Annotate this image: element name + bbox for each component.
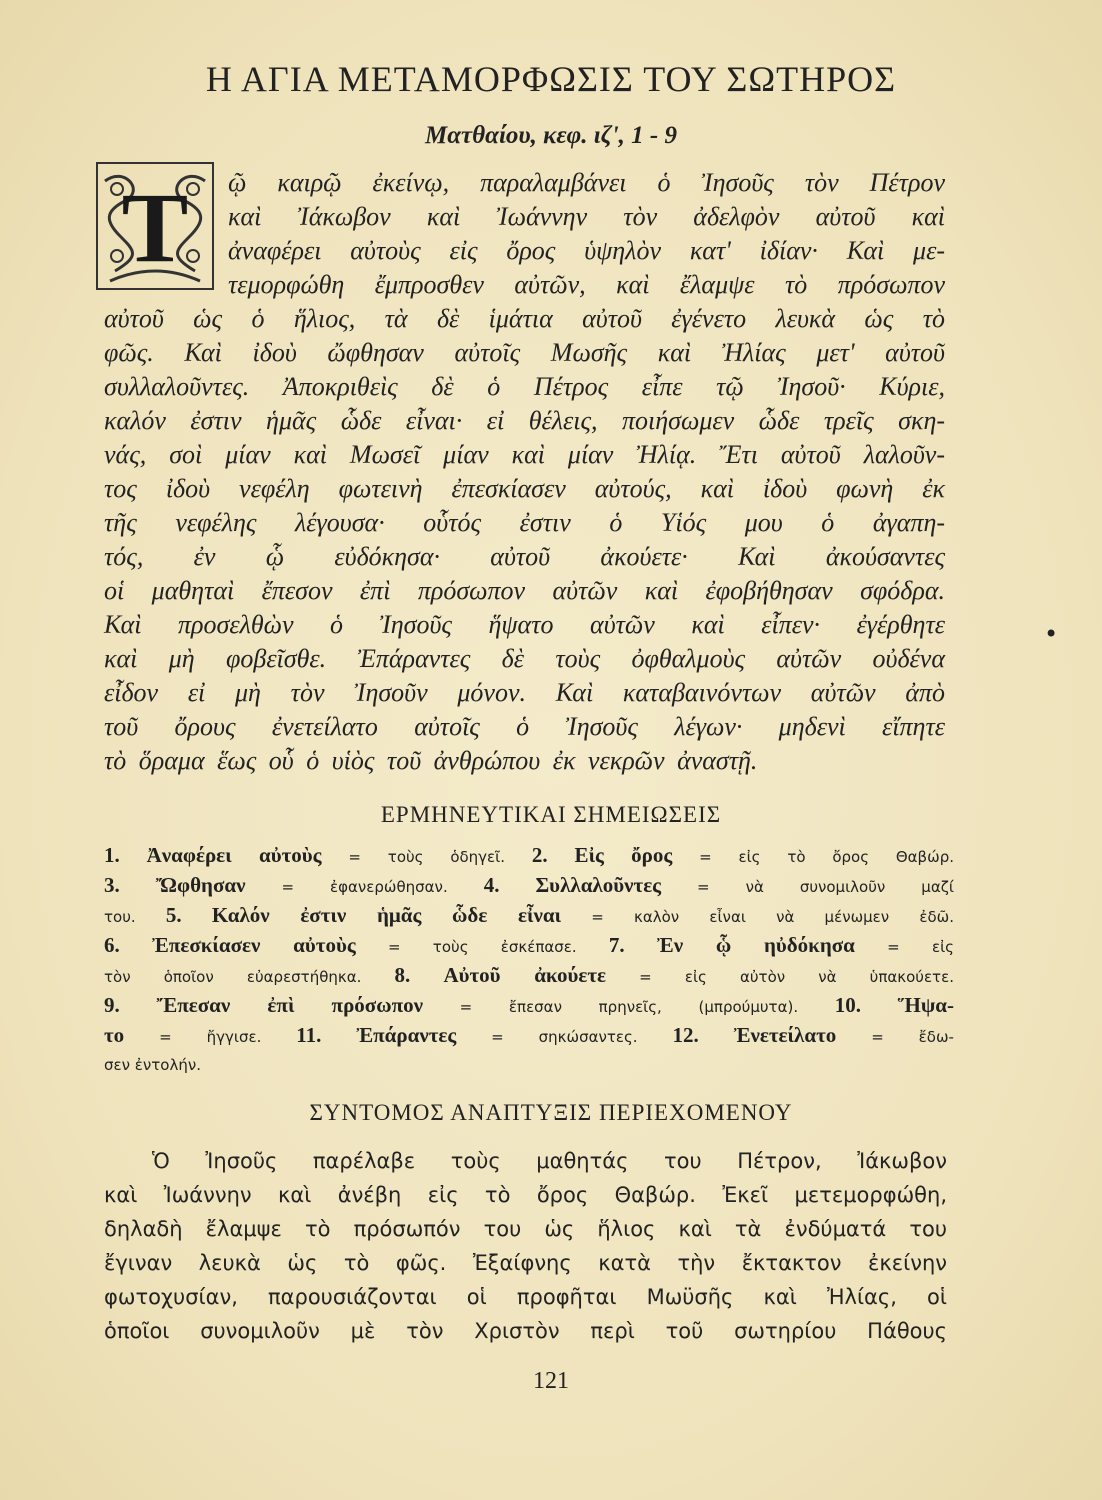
gospel-line: ῷ καιρῷ ἐκείνῳ, παραλαμβάνει ὁ Ἰησοῦς τὸν Πέτρον: [228, 168, 945, 197]
gospel-line: καλόν ἐστιν ἡμᾶς ὧδε εἶναι· εἰ θέλεις, ποιήσωμεν ὧδε τρεῖς σκη-: [104, 406, 945, 435]
note-gloss: = εἰς: [887, 938, 954, 956]
note-number: 7.: [608, 933, 625, 957]
gospel-line: τὸ ὅραμα ἕως οὗ ὁ υἱὸς τοῦ ἀνθρώπου ἐκ νεκρῶν ἀναστῇ.: [104, 746, 758, 775]
note-number: 6.: [104, 933, 120, 957]
note-gloss: = εἰς αὐτὸν νὰ ὑπακούετε.: [639, 968, 954, 986]
note-gloss: = καλὸν εἶναι νὰ μένωμεν ἐδῶ.: [591, 908, 954, 926]
note-number: 1.: [104, 843, 120, 867]
gospel-line: τός, ἐν ᾧ εὐδόκησα· αὐτοῦ ἀκούετε· Καὶ ἀκούσαντες: [104, 542, 945, 571]
note-number: 11.: [296, 1023, 322, 1047]
summary-line: καὶ Ἰωάννην καὶ ἀνέβη εἰς τὸ ὄρος Θαβώρ. Ἐκεῖ μετεμορφώθη,: [104, 1183, 947, 1207]
note-number: 4.: [483, 873, 500, 897]
note-line: [104, 1020, 954, 1050]
gospel-line: καὶ Ἰάκωβον καὶ Ἰωάννην τὸν ἀδελφὸν αὐτοῦ καὶ: [228, 202, 945, 231]
note-number: 9.: [104, 993, 120, 1017]
note-term: Ἀναφέρει αὐτοὺς: [146, 843, 322, 867]
gospel-line: αὐτοῦ ὡς ὁ ἥλιος, τὰ δὲ ἱμάτια αὐτοῦ ἐγένετο λευκὰ ὡς τὸ: [104, 304, 945, 333]
note-term: το: [104, 1023, 125, 1047]
summary-heading: ΣΥΝΤΟΜΟΣ ΑΝΑΠΤΥΞΙΣ ΠΕΡΙΕΧΟΜΕΝΟΥ: [309, 1100, 793, 1125]
note-term: Αὐτοῦ ἀκούετε: [443, 963, 606, 987]
summary-line: δηλαδὴ ἔλαμψε τὸ πρόσωπόν του ὡς ἥλιος καὶ τὰ ἐνδύματά του: [104, 1217, 947, 1241]
note-gloss: τὸν ὁποῖον εὐαρεστήθηκα.: [104, 968, 362, 986]
note-gloss: σεν ἐντολήν.: [104, 1056, 201, 1074]
note-term: Εἰς ὄρος: [574, 843, 673, 867]
note-line: [104, 900, 954, 930]
note-line: [104, 840, 954, 870]
note-term: Ἥψα-: [897, 993, 955, 1017]
notes-heading: ΕΡΜΗΝΕΥΤΙΚΑΙ ΣΗΜΕΙΩΣΕΙΣ: [380, 802, 722, 827]
note-gloss: του.: [104, 908, 136, 926]
note-gloss: = ἐφανερώθησαν.: [281, 878, 448, 896]
note-gloss: = ἤγγισε.: [159, 1028, 262, 1046]
gospel-line: τῆς νεφέλης λέγουσα· οὗτός ἐστιν ὁ Υἱός μου ὁ ἀγαπη-: [104, 508, 945, 537]
gospel-line: τος ἰδοὺ νεφέλη φωτεινὴ ἐπεσκίασεν αὐτούς, καὶ ἰδοὺ φωνὴ ἐκ: [104, 474, 945, 503]
page-title: Η ΑΓΙΑ ΜΕΤΑΜΟΡΦΩΣΙΣ ΤΟΥ ΣΩΤΗΡΟΣ: [205, 59, 897, 99]
gospel-line: εἶδον εἰ μὴ τὸν Ἰησοῦν μόνον. Καὶ καταβαινόντων αὐτῶν ἀπὸ: [104, 678, 945, 707]
note-number: 3.: [104, 873, 120, 897]
margin-mark: •: [1044, 620, 1059, 648]
gospel-line: συλλαλοῦντες. Ἀποκριθεὶς δὲ ὁ Πέτρος εἶπε τῷ Ἰησοῦ· Κύριε,: [104, 372, 945, 401]
note-term: Ἐν ᾧ ηὐδόκησα: [656, 933, 855, 957]
note-gloss: = νὰ συνομιλοῦν μαζί: [697, 878, 954, 896]
scripture-reference: Ματθαίου, κεφ. ιζ', 1 - 9: [424, 122, 677, 149]
gospel-line: Καὶ προσελθὼν ὁ Ἰησοῦς ἥψατο αὐτῶν καὶ εἶπεν· ἐγέρθητε: [104, 610, 945, 639]
note-term: Ἐνετείλατο: [733, 1023, 837, 1047]
ornament-initial-icon: [95, 161, 215, 291]
decorated-initial-letter: [94, 160, 216, 292]
note-term: Ὤφθησαν: [155, 873, 246, 897]
note-gloss: = ἔπεσαν πρηνεῖς, (μπρούμυτα).: [459, 998, 799, 1016]
note-term: Ἐπάραντες: [356, 1023, 457, 1047]
note-term: Ἔπεσαν ἐπὶ πρόσωπον: [156, 993, 423, 1017]
note-line: [104, 930, 954, 960]
gospel-line: οἱ μαθηταὶ ἔπεσον ἐπὶ πρόσωπον αὐτῶν καὶ ἐφοβήθησαν σφόδρα.: [104, 576, 945, 605]
note-line: [104, 1050, 954, 1080]
note-number: 10.: [834, 993, 862, 1017]
summary-line: Ὁ Ἰησοῦς παρέλαβε τοὺς μαθητάς του Πέτρον, Ἰάκωβον: [152, 1149, 947, 1173]
note-number: 8.: [394, 963, 411, 987]
summary-line: ἔγιναν λευκὰ ὡς τὸ φῶς. Ἐξαίφνης κατὰ τὴν ἔκτακτον ἐκείνην: [104, 1251, 947, 1275]
note-gloss: = τοὺς ὁδηγεῖ.: [348, 848, 506, 866]
gospel-line: νάς, σοὶ μίαν καὶ Μωσεῖ μίαν καὶ μίαν Ἠλίᾳ. Ἔτι αὐτοῦ λαλοῦν-: [104, 440, 945, 469]
note-gloss: = εἰς τὸ ὄρος Θαβώρ.: [699, 848, 954, 866]
page-number: 121: [533, 1368, 569, 1394]
drop-cap: Τ: [121, 172, 189, 283]
gospel-line: ἀναφέρει αὐτοὺς εἰς ὄρος ὑψηλὸν κατ' ἰδίαν· Καὶ με-: [228, 236, 945, 265]
note-line: [104, 990, 954, 1020]
summary-line: ὁποῖοι συνομιλοῦν μὲ τὸν Χριστὸν περὶ τοῦ σωτηρίου Πάθους: [104, 1319, 947, 1343]
note-line: [104, 960, 954, 990]
note-term: Συλλαλοῦντες: [535, 873, 662, 897]
note-term: Καλόν ἐστιν ἡμᾶς ὧδε εἶναι: [211, 903, 562, 927]
gospel-line: φῶς. Καὶ ἰδοὺ ὤφθησαν αὐτοῖς Μωσῆς καὶ Ἠλίας μετ' αὐτοῦ: [104, 338, 945, 367]
gospel-line: καὶ μὴ φοβεῖσθε. Ἐπάραντες δὲ τοὺς ὀφθαλμοὺς αὐτῶν οὐδένα: [104, 644, 945, 673]
note-line: [104, 870, 954, 900]
note-number: 2.: [531, 843, 548, 867]
note-gloss: = σηκώσαντες.: [491, 1028, 638, 1046]
note-gloss: = ἔδω-: [871, 1028, 954, 1046]
summary-line: φωτοχυσίαν, παρουσιάζονται οἱ προφῆται Μωϋσῆς καὶ Ἠλίας, οἱ: [104, 1285, 947, 1309]
note-term: Ἐπεσκίασεν αὐτοὺς: [152, 933, 356, 957]
note-number: 5.: [165, 903, 182, 927]
gospel-line: τεμορφώθη ἔμπροσθεν αὐτῶν, καὶ ἔλαμψε τὸ πρόσωπον: [228, 270, 945, 299]
note-gloss: = τοὺς ἐσκέπασε.: [387, 938, 577, 956]
note-number: 12.: [672, 1023, 699, 1047]
gospel-line: τοῦ ὄρους ἐνετείλατο αὐτοῖς ὁ Ἰησοῦς λέγων· μηδενὶ εἴπητε: [104, 712, 945, 741]
